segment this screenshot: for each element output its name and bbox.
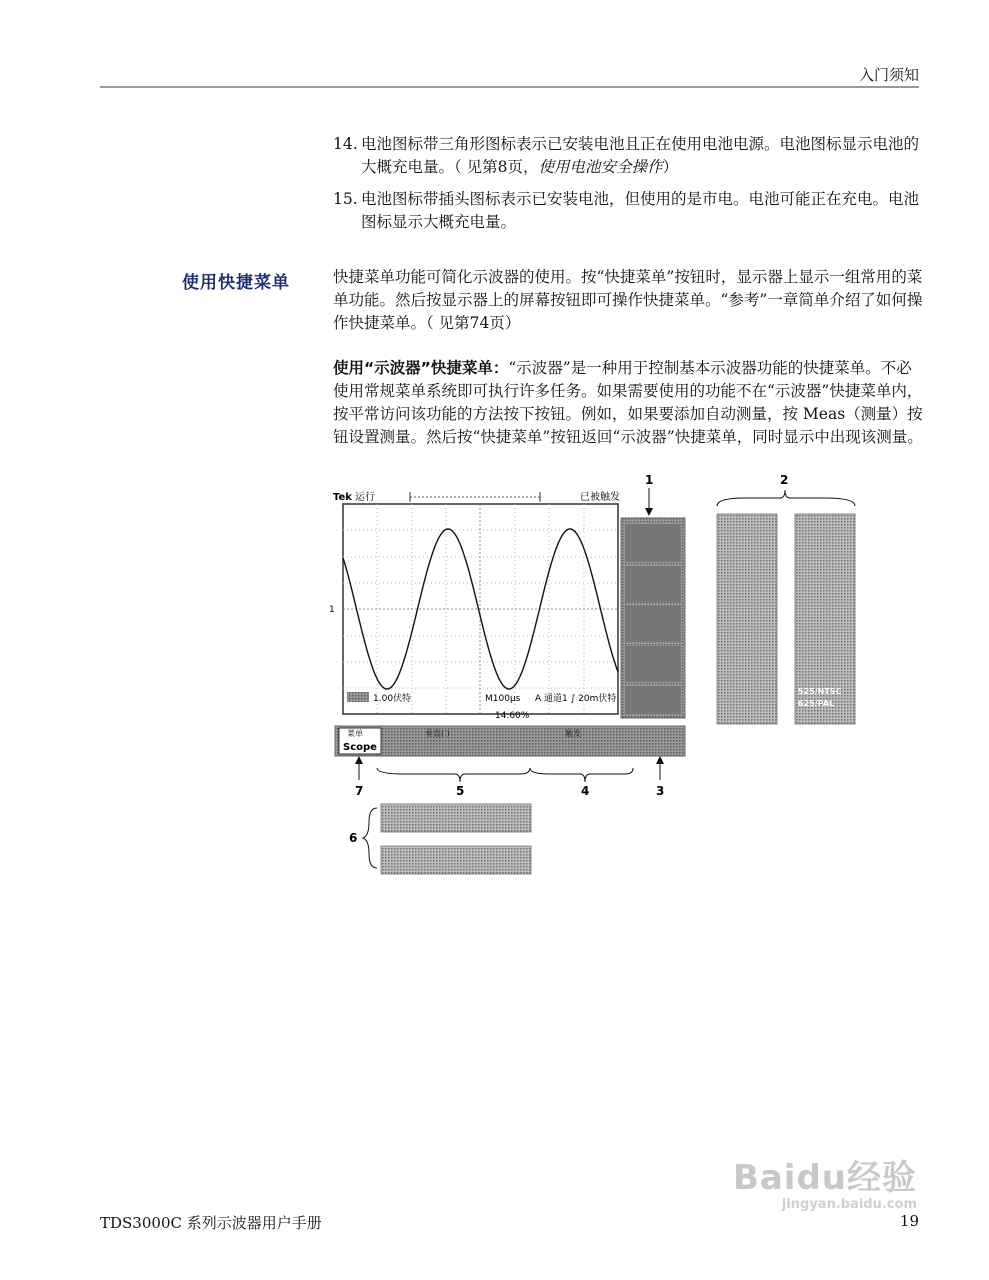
tek-logo: Tek [333,492,352,503]
callout-4: 4 [581,784,590,798]
item-text: 电池图标带插头图标表示已安装电池，但使用的是市电。电池可能正在充电。电池图标显示大概充电量。 [361,190,920,231]
trigger-readout: A 通道1 ∫ 20m伏特 [535,694,617,704]
callout-2: 2 [780,473,789,487]
callout-6: 6 [349,831,358,845]
item-link[interactable]: 使用电池安全操作 [538,158,663,176]
trigger-state: 已被触发 [580,492,620,503]
footer-page-number: 19 [899,1212,919,1230]
callout-3: 3 [656,784,665,798]
paragraph-body: “示波器”是一种用于控制基本示波器功能的快捷菜单。不必使用常规菜单系统即可执行许多任务。如果需要使用的功能不在“示波器”快捷菜单内，按平常访问该功能的方法按下按钮。例如，如果要添加自动测量，按 Meas（测量）按钮设置测量。然后按“快捷菜单”按钮返回“示波器”快捷菜单，同时显示中出现该测量。 [333,359,923,446]
channel-readout: 1.00伏特 [373,694,412,704]
pal-label: 625/PAL [798,699,835,708]
oscilloscope-figure [325,470,900,880]
menu-panel-a [717,514,777,724]
scope-button-label: Scope [343,742,377,753]
callout-7: 7 [355,784,364,798]
item-text-end: ） [662,158,679,176]
measurement-readout: 14.60% [495,711,530,721]
ntsc-label: 525/NTSC [798,687,842,696]
vertical-menu-strip [381,804,531,832]
header-rule [100,86,919,88]
header-section-title: 入门须知 [858,66,919,84]
item-number: 15. [333,190,358,208]
footer-manual-title: TDS3000C 系列示波器用户手册 [100,1214,322,1232]
section-side-title: 使用快捷菜单 [182,273,290,293]
trigger-group-label: 触发 [565,729,581,738]
callout-5: 5 [456,784,465,798]
list-item-15 [333,188,923,234]
paragraph-intro: 快捷菜单功能可简化示波器的使用。按“快捷菜单”按钮时，显示器上显示一组常用的菜单功能。然后按显示器上的屏幕按钮即可操作快捷菜单。“参考”一章简单介绍了如何操作快捷菜单。（ 见第74页） [333,268,923,332]
watermark-logo: Baidu经验 [732,1158,917,1198]
item-number: 14. [333,135,358,153]
paragraph-lead: 使用“示波器”快捷菜单： [333,359,509,377]
callout-1: 1 [645,473,654,487]
channel-marker: 1 [329,605,335,615]
time-readout: M100μs [485,694,521,704]
bottom-menu [335,726,685,756]
run-state: 运行 [355,492,375,503]
watermark [733,1150,917,1212]
watermark-url: jingyan.baidu.com [781,1197,917,1212]
list-item-14 [333,133,923,179]
paragraph-scope-menu [333,357,923,449]
vertical-menu-strip-2 [381,846,531,874]
vertical-group-label: 垂直( ) [425,729,450,738]
scope-label: 菜单 [347,729,363,738]
item-text: 电池图标带三角形图标表示已安装电池且正在使用电池电源。电池图标显示电池的大概充电量。（ 见第8页， [361,135,920,176]
